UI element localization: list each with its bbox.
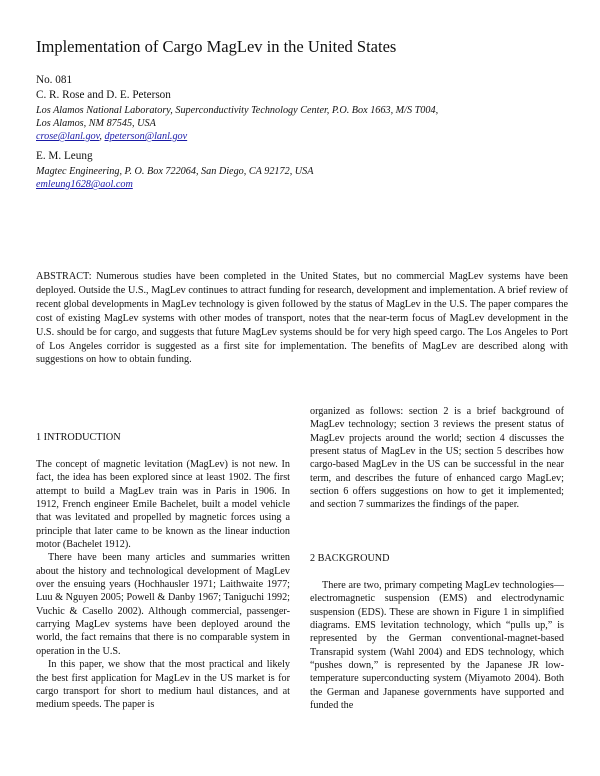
- right-column-bottom: [310, 579, 564, 712]
- email-link-crose[interactable]: crose@lanl.gov: [36, 131, 100, 142]
- authors-secondary: E. M. Leung: [36, 150, 93, 162]
- intro-paragraph-3: In this paper, we show that the most practical and likely the best first application for MagLev in the US market is for cargo transport for short to medium haul distances, and at medium speeds. The paper is: [36, 659, 290, 711]
- section-2-heading: 2 BACKGROUND: [310, 553, 390, 564]
- email-magtec-line: [36, 178, 133, 191]
- background-paragraph-1: There are two, primary competing MagLev technologies—electromagnetic suspension (EMS) and electrodynamic suspension (EDS). These are shown in Figure 1 in simplified diagrams. EMS levitation technology, which “pulls up,” is represented by the German conventional-magnet-based Transrapid system (Wahl 2004) and EDS technology, which “pushes down,” is represented by the Japanese JR low-temperature superconducting system (Miyamoto 2004). Both the German and Japanese governments have supported and funded the: [310, 580, 564, 712]
- email-link-emleung[interactable]: emleung1628@aol.com: [36, 179, 133, 190]
- authors-primary: C. R. Rose and D. E. Peterson: [36, 89, 171, 101]
- intro-paragraph-4: organized as follows: section 2 is a brief background of MagLev technology; section 3 reviews the present status of MagLev projects around the world; section 4 discusses the present status of MagLev in the US; section 5 describes how cargo-based MagLev in the US can be successful in the near term, and describes the future of enhanced cargo MagLev; section 6 offers suggestions on how to get it implemented; and section 7 summarizes the findings of the paper.: [310, 406, 564, 511]
- right-column-top: [310, 405, 564, 512]
- paper-number: No. 081: [36, 74, 73, 86]
- intro-paragraph-1: The concept of magnetic levitation (MagLev) is not new. In fact, the idea has been explored since at least 1902. The first attempt to build a MagLev train was in Paris in 1906. In 1912, French engineer Emile Bachelet, built a model vehicle that was levitated and propelled by magnetic forces using a principle that later came to be known as the linear induction motor (Bachelet 1912).: [36, 459, 290, 551]
- affiliation-lanl-line1: Los Alamos National Laboratory, Superconductivity Technology Center, P.O. Box 1663, M/S T004,: [36, 105, 439, 116]
- section-1-heading: 1 INTRODUCTION: [36, 432, 121, 443]
- intro-paragraph-2: There have been many articles and summaries written about the history and technological development of MagLev over the ensuing years (Hochhausler 1971; Laithwaite 1977; Luu & Nguyen 2005; Powell & Danby 1967; Taniguchi 1992; Vuchic & Casello 2002). Although commercial, passenger-carrying MagLev systems have been deployed around the world, the fact remains that there is no comparable system in operation in the U.S.: [36, 552, 290, 657]
- paper-title: Implementation of Cargo MagLev in the United States: [36, 37, 397, 56]
- affiliation-magtec: Magtec Engineering, P. O. Box 722064, San Diego, CA 92172, USA: [36, 166, 314, 177]
- abstract-paragraph: ABSTRACT: Numerous studies have been completed in the United States, but no commercial MagLev systems have been deployed. Outside the U.S., MagLev continues to attract funding for research, development and implementation. A brief review of recent global developments in MagLev technology is given followed by the status of MagLev in the U.S. The paper compares the cost of existing MagLev systems with other modes of transport, notes that the near-term focus of MagLev development in the U.S. should be for cargo, and suggests that future MagLev systems should be for very high speed cargo. The Los Angeles to Port of Los Angeles corridor is suggested as a first site for implementation. The benefits of MagLev are described along with suggestions on how to obtain funding.: [36, 271, 568, 366]
- email-separator: ,: [99, 131, 105, 142]
- left-column: [36, 458, 290, 712]
- emails-lanl: [36, 130, 187, 143]
- email-link-dpeterson[interactable]: dpeterson@lanl.gov: [104, 131, 188, 142]
- affiliation-lanl-line2: Los Alamos, NM 87545, USA: [36, 118, 156, 129]
